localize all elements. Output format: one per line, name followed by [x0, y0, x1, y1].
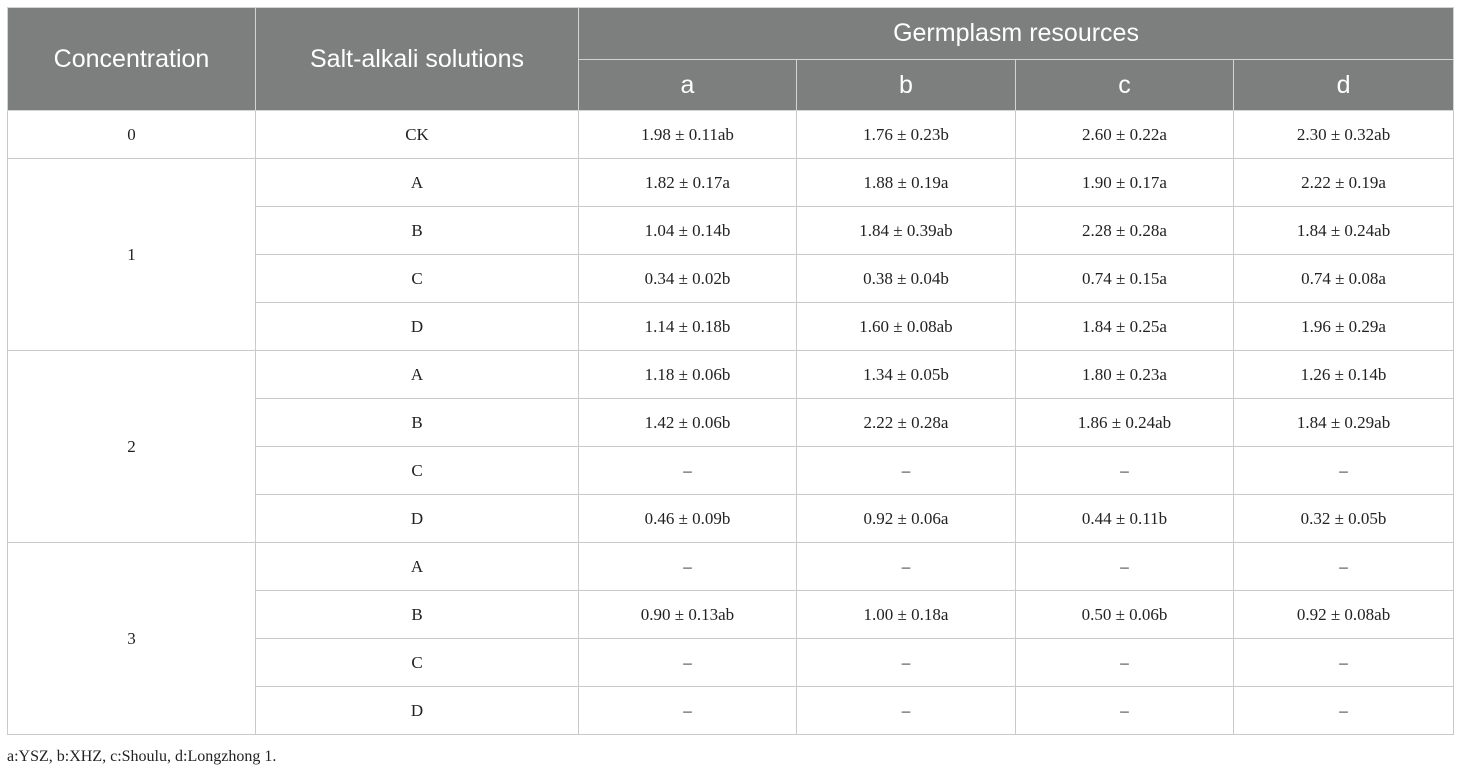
value-cell: 0.74 ± 0.08a [1234, 255, 1454, 303]
value-cell: – [1234, 447, 1454, 495]
value-cell: 1.84 ± 0.39ab [797, 207, 1016, 255]
value-cell: – [797, 687, 1016, 735]
value-cell: 1.26 ± 0.14b [1234, 351, 1454, 399]
value-cell: 1.82 ± 0.17a [579, 159, 797, 207]
table-row [8, 111, 1454, 159]
value-cell: 1.76 ± 0.23b [797, 111, 1016, 159]
solution-cell: C [256, 255, 579, 303]
solution-cell: C [256, 447, 579, 495]
value-cell: 1.00 ± 0.18a [797, 591, 1016, 639]
concentration-cell: 3 [8, 543, 256, 735]
value-cell: – [1234, 543, 1454, 591]
solution-cell: A [256, 543, 579, 591]
value-cell: 1.04 ± 0.14b [579, 207, 797, 255]
value-cell: 0.92 ± 0.06a [797, 495, 1016, 543]
table-row [8, 159, 1454, 207]
value-cell: 1.84 ± 0.25a [1016, 303, 1234, 351]
value-cell: 1.60 ± 0.08ab [797, 303, 1016, 351]
header-germplasm: Germplasm resources [579, 8, 1454, 60]
header-col-d: d [1234, 60, 1454, 111]
value-cell: 1.18 ± 0.06b [579, 351, 797, 399]
table-footnote: a:YSZ, b:XHZ, c:Shoulu, d:Longzhong 1. [7, 748, 277, 765]
value-cell: 0.92 ± 0.08ab [1234, 591, 1454, 639]
value-cell: 0.46 ± 0.09b [579, 495, 797, 543]
value-cell: – [797, 447, 1016, 495]
value-cell: 1.42 ± 0.06b [579, 399, 797, 447]
concentration-cell: 0 [8, 111, 256, 159]
solution-cell: D [256, 495, 579, 543]
header-solutions: Salt-alkali solutions [256, 8, 579, 111]
value-cell: 1.96 ± 0.29a [1234, 303, 1454, 351]
value-cell: – [579, 447, 797, 495]
value-cell: – [1016, 447, 1234, 495]
data-table [7, 7, 1454, 735]
value-cell: – [1016, 639, 1234, 687]
value-cell: – [579, 687, 797, 735]
value-cell: 1.90 ± 0.17a [1016, 159, 1234, 207]
solution-cell: B [256, 207, 579, 255]
solution-cell: C [256, 639, 579, 687]
value-cell: 0.50 ± 0.06b [1016, 591, 1234, 639]
value-cell: – [1016, 543, 1234, 591]
solution-cell: CK [256, 111, 579, 159]
value-cell: 1.14 ± 0.18b [579, 303, 797, 351]
value-cell: 1.84 ± 0.29ab [1234, 399, 1454, 447]
value-cell: 1.86 ± 0.24ab [1016, 399, 1234, 447]
solution-cell: A [256, 351, 579, 399]
value-cell: – [797, 639, 1016, 687]
table-container [7, 7, 1454, 735]
solution-cell: A [256, 159, 579, 207]
value-cell: 0.44 ± 0.11b [1016, 495, 1234, 543]
header-col-c: c [1016, 60, 1234, 111]
header-col-b: b [797, 60, 1016, 111]
value-cell: 0.38 ± 0.04b [797, 255, 1016, 303]
table-body [8, 111, 1454, 735]
value-cell: – [579, 639, 797, 687]
table-row [8, 351, 1454, 399]
table-row [8, 543, 1454, 591]
solution-cell: B [256, 591, 579, 639]
value-cell: 0.32 ± 0.05b [1234, 495, 1454, 543]
concentration-cell: 1 [8, 159, 256, 351]
value-cell: 2.22 ± 0.28a [797, 399, 1016, 447]
value-cell: – [1234, 639, 1454, 687]
value-cell: 2.30 ± 0.32ab [1234, 111, 1454, 159]
value-cell: 2.22 ± 0.19a [1234, 159, 1454, 207]
table-header [8, 8, 1454, 111]
value-cell: 1.84 ± 0.24ab [1234, 207, 1454, 255]
solution-cell: D [256, 303, 579, 351]
value-cell: – [579, 543, 797, 591]
value-cell: – [1016, 687, 1234, 735]
value-cell: 1.88 ± 0.19a [797, 159, 1016, 207]
value-cell: 0.74 ± 0.15a [1016, 255, 1234, 303]
solution-cell: B [256, 399, 579, 447]
value-cell: 0.34 ± 0.02b [579, 255, 797, 303]
value-cell: 1.34 ± 0.05b [797, 351, 1016, 399]
value-cell: 2.28 ± 0.28a [1016, 207, 1234, 255]
value-cell: – [797, 543, 1016, 591]
value-cell: 2.60 ± 0.22a [1016, 111, 1234, 159]
value-cell: – [1234, 687, 1454, 735]
value-cell: 0.90 ± 0.13ab [579, 591, 797, 639]
concentration-cell: 2 [8, 351, 256, 543]
value-cell: 1.98 ± 0.11ab [579, 111, 797, 159]
header-concentration: Concentration [8, 8, 256, 111]
solution-cell: D [256, 687, 579, 735]
header-col-a: a [579, 60, 797, 111]
value-cell: 1.80 ± 0.23a [1016, 351, 1234, 399]
